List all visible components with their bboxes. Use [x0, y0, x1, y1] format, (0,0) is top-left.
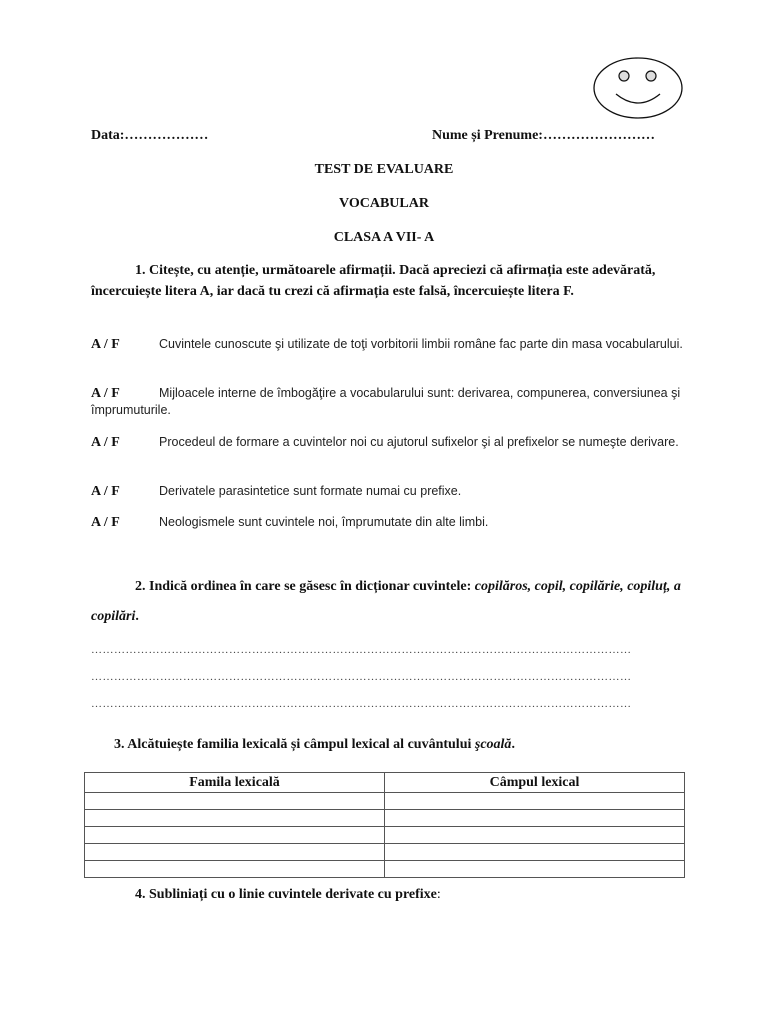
answer-line-1[interactable]: ……………………………………………………………………………………………………………………………: [91, 644, 632, 656]
statement-2: [91, 385, 691, 419]
table-cell[interactable]: [85, 827, 385, 844]
question-3-end: .: [511, 737, 515, 752]
table-cell[interactable]: [85, 810, 385, 827]
table-cell[interactable]: [85, 844, 385, 861]
table-cell[interactable]: [385, 844, 685, 861]
statement-text: Derivatele parasintetice sunt formate numai cu prefixe.: [159, 484, 462, 498]
table-cell[interactable]: [85, 861, 385, 878]
table-cell[interactable]: [85, 793, 385, 810]
subject-title: VOCABULAR: [339, 196, 429, 211]
question-1: [91, 260, 681, 302]
answer-line-3[interactable]: ……………………………………………………………………………………………………………………………: [91, 698, 632, 710]
column-header-field: Câmpul lexical: [385, 773, 685, 793]
table-row: [85, 793, 685, 810]
column-header-family: Famila lexicală: [85, 773, 385, 793]
question-4-end: :: [436, 887, 441, 902]
true-false-choice[interactable]: A / F: [91, 386, 120, 401]
table-header-row: [85, 773, 685, 793]
true-false-choice[interactable]: A / F: [91, 337, 120, 352]
statement-text: Mijloacele interne de îmbogăţire a vocabularului sunt: derivarea, compunerea, conversiunea şi împrumuturile.: [91, 386, 681, 417]
statement-5: [91, 514, 691, 531]
question-2-text: 2. Indică ordinea în care se găsesc în dicționar cuvintele:: [135, 579, 475, 594]
true-false-choice[interactable]: A / F: [91, 484, 120, 499]
statement-text: Neologismele sunt cuvintele noi, împrumutate din alte limbi.: [159, 515, 489, 529]
name-field: Nume și Prenume:……………………: [432, 128, 655, 143]
table-cell[interactable]: [385, 861, 685, 878]
question-2: [91, 572, 681, 632]
question-1-number: 1.: [135, 263, 146, 278]
lexical-table: [84, 772, 685, 878]
true-false-choice[interactable]: A / F: [91, 515, 120, 530]
question-3-text: 3. Alcătuiește familia lexicală și câmpul lexical al cuvântului: [114, 737, 475, 752]
table-cell[interactable]: [385, 793, 685, 810]
question-1-text: Citește, cu atenție, următoarele afirmații. Dacă apreciezi că afirmația este adevărată, încercuiește litera A, iar dacă tu crezi că afirmația este falsă, încercuiește litera F.: [91, 263, 656, 299]
answer-line-2[interactable]: ……………………………………………………………………………………………………………………………: [91, 671, 632, 683]
table-cell[interactable]: [385, 827, 685, 844]
class-title: CLASA A VII- A: [333, 230, 435, 245]
statement-text: Cuvintele cunoscute şi utilizate de toţi vorbitorii limbii române fac parte din masa vocabularului.: [159, 337, 683, 351]
table-row: [85, 861, 685, 878]
question-3: [114, 734, 694, 755]
question-2-end: .: [135, 609, 139, 624]
question-2-words-1: copilăros, copil, copilărie,: [474, 579, 624, 594]
statement-4: [91, 483, 691, 500]
statement-1: [91, 336, 691, 353]
table-row: [85, 844, 685, 861]
table-cell[interactable]: [385, 810, 685, 827]
question-3-word: şcoală: [474, 737, 512, 752]
table-row: [85, 827, 685, 844]
question-4-text: 4. Subliniați cu o linie cuvintele derivate cu prefixe: [135, 887, 437, 902]
true-false-choice[interactable]: A / F: [91, 435, 120, 450]
statement-text: Procedeul de formare a cuvintelor noi cu ajutorul sufixelor şi al prefixelor se numeşte derivare.: [159, 435, 679, 449]
date-field: Data:………………: [91, 128, 209, 143]
test-title: TEST DE EVALUARE: [314, 162, 454, 177]
smiley-face-icon: [592, 56, 684, 120]
question-4: [135, 884, 695, 905]
statement-3: [91, 434, 691, 451]
question-2-words-2: copiluț, a copilări: [91, 579, 681, 624]
table-row: [85, 810, 685, 827]
